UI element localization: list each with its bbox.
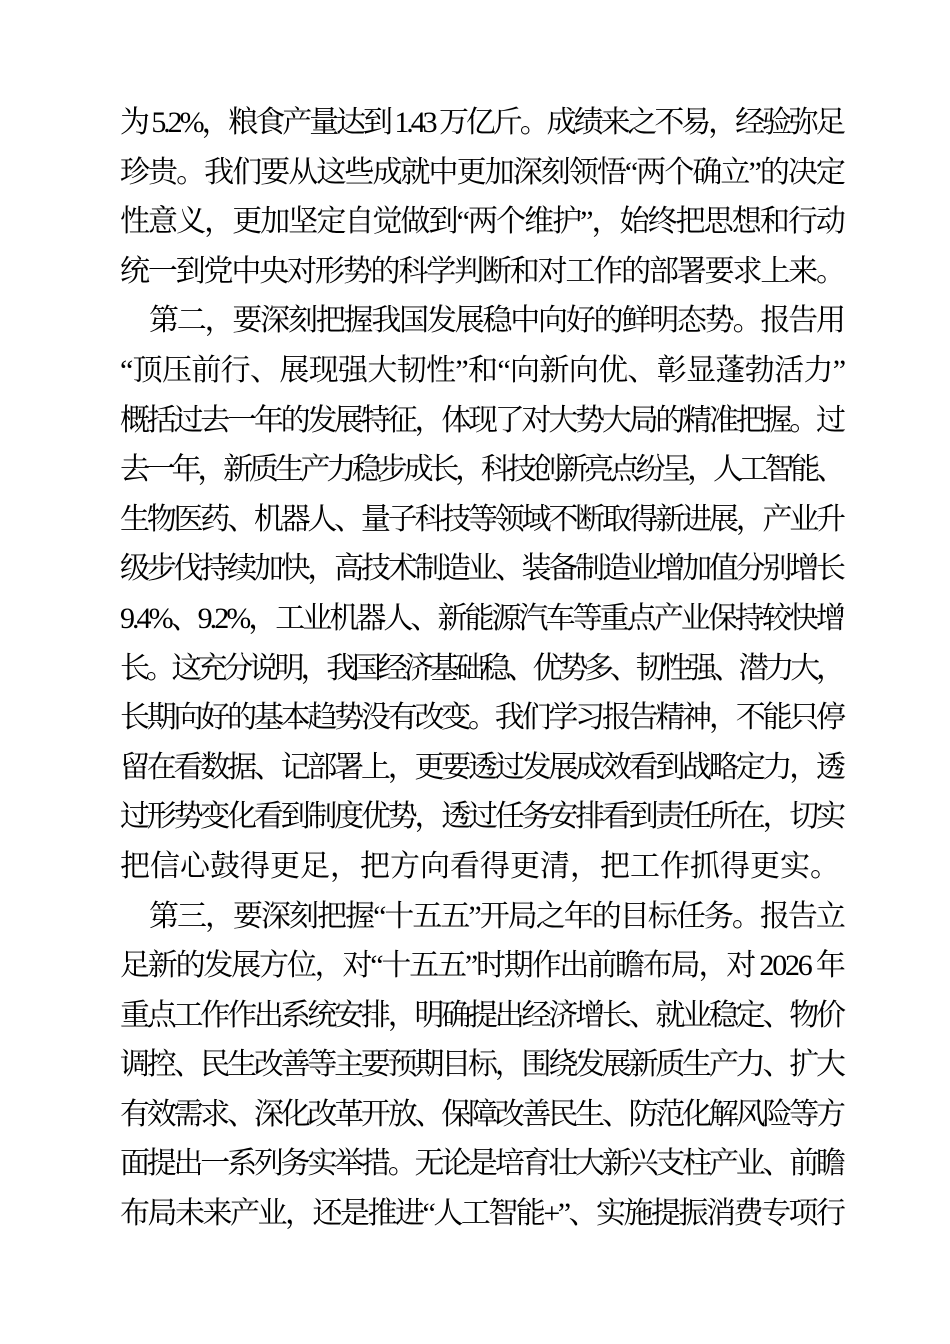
text-line: 级步伐持续加快，高技术制造业、装备制造业增加值分别增长 xyxy=(120,552,843,586)
text-line: 长。这充分说明，我国经济基础稳、优势多、韧性强、潜力大， xyxy=(120,651,842,685)
text-line: 留在看数据、记部署上，更要透过发展成效看到战略定力，透 xyxy=(120,750,843,784)
document-body xyxy=(120,98,846,1239)
text-line: 去一年，新质生产力稳步成长，科技创新亮点纷呈，人工智能、 xyxy=(120,453,842,487)
text-line: 过形势变化看到制度优势，透过任务安排看到责任所在，切实 xyxy=(120,800,843,834)
text-line: 长期向好的基本趋势没有改变。我们学习报告精神，不能只停 xyxy=(120,701,843,735)
text-line: 足新的发展方位，对“十五五”时期作出前瞻布局，对 2026 年 xyxy=(120,949,844,983)
text-line: 珍贵。我们要从这些成就中更加深刻领悟“两个确立”的决定 xyxy=(120,155,844,189)
text-line: 布局未来产业，还是推进“人工智能+”、实施提振消费专项行 xyxy=(120,1197,844,1231)
text-line: 第三，要深刻把握“十五五”开局之年的目标任务。报告立 xyxy=(149,899,844,933)
text-line: 调控、民生改善等主要预期目标，围绕发展新质生产力、扩大 xyxy=(120,1048,843,1082)
text-line: 第二，要深刻把握我国发展稳中向好的鲜明态势。报告用 xyxy=(149,304,844,338)
text-line: 性意义，更加坚定自觉做到“两个维护”，始终把思想和行动 xyxy=(120,205,844,239)
text-line: 重点工作作出系统安排，明确提出经济增长、就业稳定、物价 xyxy=(120,998,843,1032)
text-line: 概括过去一年的发展特征，体现了对大势大局的精准把握。过 xyxy=(120,403,843,437)
text-line: 生物医药、机器人、量子科技等领域不断取得新进展，产业升 xyxy=(120,502,843,536)
text-line: 为 5.2%，粮食产量达到 1.43 万亿斤。成绩来之不易，经验弥足 xyxy=(120,106,843,139)
text-line: 9.4%、9.2%，工业机器人、新能源汽车等重点产业保持较快增 xyxy=(120,601,843,635)
text-line: 有效需求、深化改革开放、保障改善民生、防范化解风险等方 xyxy=(120,1097,843,1131)
text-line: 把信心鼓得更足，把方向看得更清，把工作抓得更实。 xyxy=(120,849,840,883)
text-line: 面提出一系列务实举措。无论是培育壮大新兴支柱产业、前瞻 xyxy=(120,1147,843,1181)
text-line: 统一到党中央对形势的科学判断和对工作的部署要求上来。 xyxy=(120,254,844,288)
text-line: “顶压前行、展现强大韧性”和“向新向优、彰显蓬勃活力” xyxy=(120,353,846,387)
